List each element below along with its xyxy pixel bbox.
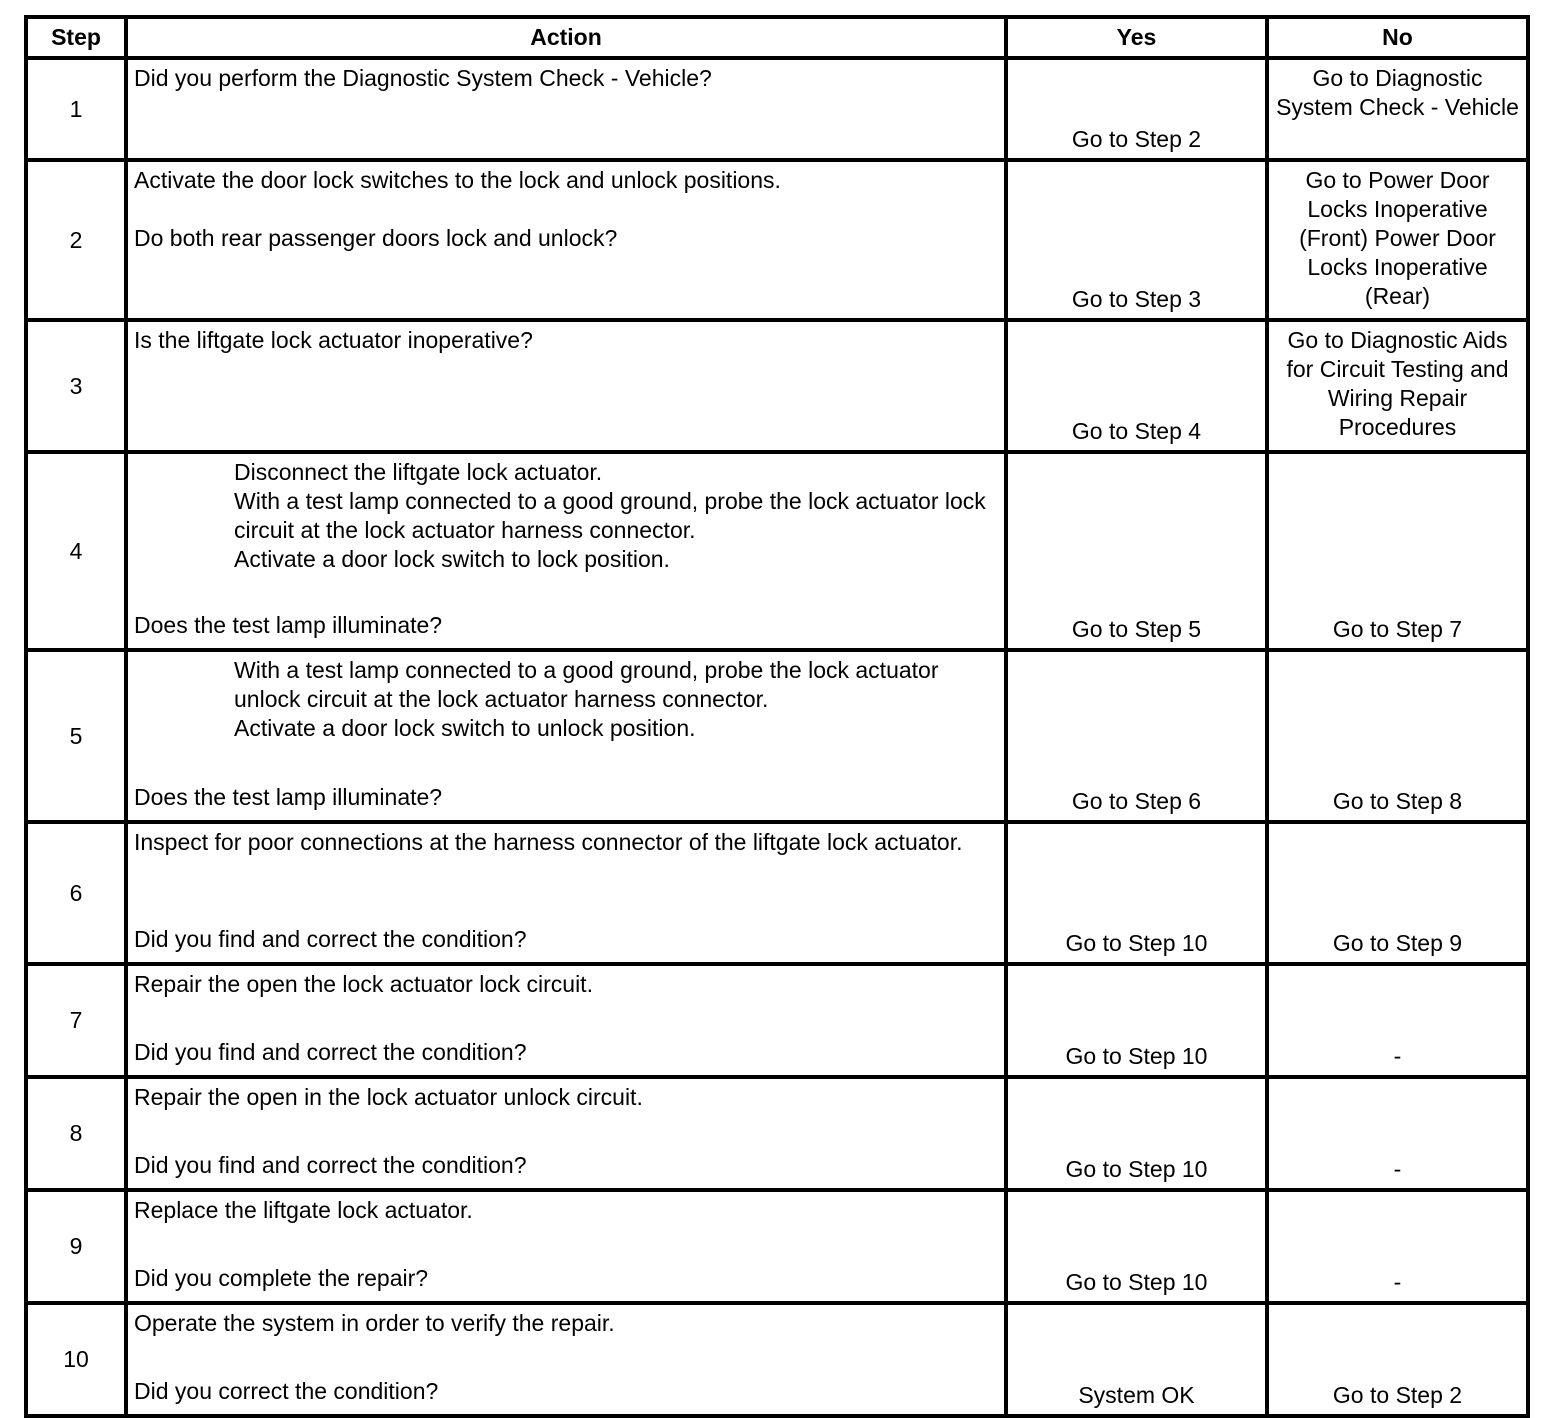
action-question: Did you complete the repair? (134, 1265, 429, 1291)
table-row (26, 650, 1528, 822)
no-result: - (1393, 1043, 1402, 1069)
yes-result: Go to Step 10 (1065, 1269, 1208, 1295)
no-cell (1267, 650, 1528, 822)
action-instruction: Operate the system in order to verify the repair. (134, 1310, 615, 1336)
step-number: 8 (26, 1077, 126, 1190)
yes-cell (1006, 650, 1267, 822)
yes-cell (1006, 964, 1267, 1077)
action-instruction: Is the liftgate lock actuator inoperative? (134, 327, 533, 353)
table-row (26, 1077, 1528, 1190)
action-instruction: Repair the open in the lock actuator unlock circuit. (134, 1084, 643, 1110)
yes-cell (1006, 58, 1267, 160)
yes-result: Go to Step 3 (1071, 286, 1202, 312)
yes-cell (1006, 452, 1267, 650)
header-no: No (1267, 17, 1528, 58)
yes-cell (1006, 1077, 1267, 1190)
header-action: Action (126, 17, 1006, 58)
no-cell (1267, 1303, 1528, 1416)
action-instruction: Replace the liftgate lock actuator. (134, 1197, 473, 1223)
action-instruction: Did you perform the Diagnostic System Check - Vehicle? (134, 65, 712, 91)
action-instruction: Activate a door lock switch to lock position. (234, 546, 670, 572)
action-cell (126, 58, 1006, 160)
action-instruction: Activate the door lock switches to the lock and unlock positions. (134, 167, 781, 193)
yes-cell (1006, 1303, 1267, 1416)
no-cell (1267, 452, 1528, 650)
action-question: Did you find and correct the condition? (134, 1152, 527, 1178)
no-result: Go to Power Door Locks Inoperative (Front) Power Door Locks Inoperative (Rear) (1299, 167, 1496, 309)
action-instruction: Disconnect the liftgate lock actuator. (234, 459, 603, 485)
yes-cell (1006, 822, 1267, 964)
step-number: 9 (26, 1190, 126, 1303)
diagnostic-table (24, 15, 1530, 1418)
action-instruction: With a test lamp connected to a good ground, probe the lock actuator lock circuit at the lock actuator harness connector. (234, 488, 986, 543)
step-number: 5 (26, 650, 126, 822)
no-result: Go to Step 8 (1332, 788, 1463, 814)
table-row (26, 160, 1528, 320)
action-question: Did you correct the condition? (134, 1378, 439, 1404)
action-question: Did you find and correct the condition? (134, 926, 527, 952)
yes-cell (1006, 320, 1267, 452)
action-instruction: Inspect for poor connections at the harness connector of the liftgate lock actuator. (134, 829, 963, 855)
no-cell (1267, 964, 1528, 1077)
action-cell (126, 650, 1006, 822)
step-number: 7 (26, 964, 126, 1077)
action-cell (126, 160, 1006, 320)
step-number: 4 (26, 452, 126, 650)
yes-result: System OK (1078, 1382, 1195, 1408)
no-cell (1267, 1077, 1528, 1190)
action-question: Do both rear passenger doors lock and unlock? (134, 225, 618, 251)
action-question: Does the test lamp illuminate? (134, 612, 443, 638)
action-cell (126, 320, 1006, 452)
no-cell (1267, 1190, 1528, 1303)
action-instruction: With a test lamp connected to a good ground, probe the lock actuator unlock circuit at the lock actuator harness connector. (234, 657, 939, 712)
action-cell (126, 452, 1006, 650)
action-cell (126, 1190, 1006, 1303)
step-number: 2 (26, 160, 126, 320)
no-result: Go to Step 2 (1332, 1382, 1463, 1408)
yes-cell (1006, 1190, 1267, 1303)
yes-result: Go to Step 5 (1071, 616, 1202, 642)
table-row (26, 1190, 1528, 1303)
action-cell (126, 964, 1006, 1077)
header-yes: Yes (1006, 17, 1267, 58)
action-cell (126, 1077, 1006, 1190)
no-cell (1267, 58, 1528, 160)
action-cell (126, 822, 1006, 964)
no-result: - (1393, 1156, 1402, 1182)
yes-cell (1006, 160, 1267, 320)
step-number: 10 (26, 1303, 126, 1416)
yes-result: Go to Step 4 (1071, 418, 1202, 444)
no-cell (1267, 822, 1528, 964)
no-result: Go to Step 7 (1332, 616, 1463, 642)
table-row (26, 1303, 1528, 1416)
table-row (26, 822, 1528, 964)
no-result: Go to Step 9 (1332, 930, 1463, 956)
header-step: Step (26, 17, 126, 58)
table-row (26, 452, 1528, 650)
yes-result: Go to Step 2 (1071, 126, 1202, 152)
step-number: 3 (26, 320, 126, 452)
yes-result: Go to Step 10 (1065, 930, 1208, 956)
yes-result: Go to Step 10 (1065, 1156, 1208, 1182)
step-number: 1 (26, 58, 126, 160)
action-instruction: Activate a door lock switch to unlock position. (234, 715, 696, 741)
step-number: 6 (26, 822, 126, 964)
action-question: Did you find and correct the condition? (134, 1039, 527, 1065)
action-question: Does the test lamp illuminate? (134, 784, 443, 810)
action-instruction: Repair the open the lock actuator lock circuit. (134, 971, 593, 997)
no-result: - (1393, 1269, 1402, 1295)
yes-result: Go to Step 6 (1071, 788, 1202, 814)
no-result: Go to Diagnostic System Check - Vehicle (1276, 65, 1519, 120)
no-result: Go to Diagnostic Aids for Circuit Testing and Wiring Repair Procedures (1286, 327, 1509, 440)
action-cell (126, 1303, 1006, 1416)
no-cell (1267, 160, 1528, 320)
no-cell (1267, 320, 1528, 452)
header-row (26, 17, 1528, 58)
table-row (26, 320, 1528, 452)
yes-result: Go to Step 10 (1065, 1043, 1208, 1069)
table-row (26, 58, 1528, 160)
table-row (26, 964, 1528, 1077)
